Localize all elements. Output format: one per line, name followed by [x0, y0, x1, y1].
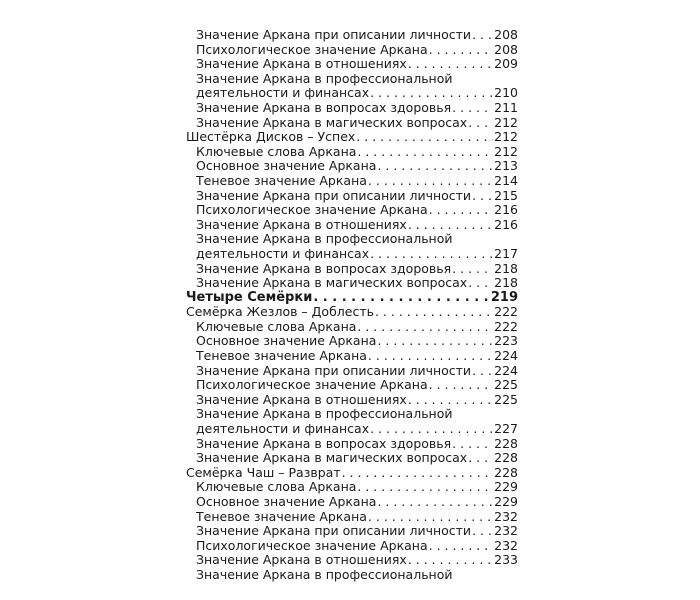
- toc-leader-dots: [370, 86, 493, 101]
- toc-entry[interactable]: [186, 159, 518, 174]
- toc-entry-title: Значение Аркана при описании личности: [196, 523, 472, 539]
- toc-leader-dots: [377, 495, 493, 510]
- toc-section[interactable]: [186, 291, 518, 306]
- toc-entry-title: Значение Аркана в магических вопросах: [196, 275, 468, 291]
- toc-entry[interactable]: [186, 28, 518, 43]
- toc-leader-dots: [357, 480, 493, 495]
- toc-leader-dots: [429, 378, 494, 393]
- toc-leader-dots: [452, 101, 493, 116]
- toc-leader-dots: [408, 57, 493, 72]
- toc-leader-dots: [472, 364, 493, 379]
- toc-page-number: 217: [494, 245, 518, 261]
- toc-leader-dots: [452, 437, 493, 452]
- toc-leader-dots: [429, 203, 494, 218]
- toc-entry-title: Значение Аркана в отношениях: [196, 216, 407, 232]
- toc-entry-title: Значение Аркана в вопросах здоровья: [196, 260, 452, 276]
- toc-entry[interactable]: [186, 364, 518, 379]
- toc-page-number: 212: [494, 129, 518, 145]
- toc-leader-dots: [368, 510, 493, 525]
- toc-entry[interactable]: [186, 451, 518, 466]
- toc-leader-dots: [313, 291, 490, 306]
- toc-entry-title: Значение Аркана в магических вопросах: [196, 450, 468, 466]
- toc-page-number: 212: [494, 143, 518, 159]
- toc-entry[interactable]: [186, 72, 518, 87]
- toc-entry[interactable]: [186, 495, 518, 510]
- toc-leader-dots: [472, 189, 493, 204]
- toc-entry-title: Психологическое значение Аркана: [196, 41, 428, 57]
- toc-entry-title: Значение Аркана в вопросах здоровья: [196, 99, 452, 115]
- toc-entry[interactable]: [186, 247, 518, 262]
- toc-entry[interactable]: [186, 349, 518, 364]
- toc-page-number: 212: [494, 114, 518, 130]
- toc-entry[interactable]: [186, 524, 518, 539]
- toc-page-number: 229: [494, 479, 518, 495]
- toc-page-number: 219: [490, 289, 518, 305]
- toc-entry-title: Ключевые слова Аркана: [196, 318, 357, 334]
- toc-entry[interactable]: [186, 262, 518, 277]
- toc-page-number: 222: [494, 304, 518, 320]
- toc-page-number: 218: [494, 275, 518, 291]
- toc-entry-title: Значение Аркана в профессиональной: [196, 70, 453, 86]
- toc-page-number: 227: [494, 421, 518, 437]
- toc-entry[interactable]: [186, 422, 518, 437]
- toc-leader-dots: [370, 247, 493, 262]
- toc-entry[interactable]: [186, 480, 518, 495]
- toc-entry-title: деятельности и финансах: [196, 85, 370, 101]
- toc-entry[interactable]: [186, 101, 518, 116]
- toc-entry-title: Теневое значение Аркана: [196, 508, 367, 524]
- toc-entry-title: Шестёрка Дисков – Успех: [186, 129, 356, 145]
- toc-leader-dots: [368, 174, 493, 189]
- toc-entry-title: деятельности и финансах: [196, 245, 370, 261]
- toc-entry[interactable]: [186, 553, 518, 568]
- toc-page-number: 209: [494, 56, 518, 72]
- toc-entry-title: Значение Аркана в отношениях: [196, 391, 407, 407]
- toc-entry-title: Теневое значение Аркана: [196, 348, 367, 364]
- toc-page-number: 218: [494, 260, 518, 276]
- toc-leader-dots: [342, 466, 494, 481]
- toc-page-number: 211: [494, 99, 518, 115]
- toc-leader-dots: [408, 393, 493, 408]
- toc-entry[interactable]: [186, 203, 518, 218]
- toc-page-number: 225: [494, 391, 518, 407]
- toc-page-number: 223: [494, 333, 518, 349]
- toc-entry-title: Семёрка Чаш – Разврат: [186, 464, 341, 480]
- toc-entry-title: Значение Аркана при описании личности: [196, 362, 472, 378]
- toc-entry-title: Ключевые слова Аркана: [196, 479, 357, 495]
- toc-entry[interactable]: [186, 43, 518, 58]
- toc-entry-title: Значение Аркана при описании личности: [196, 187, 472, 203]
- toc-entry-title: Теневое значение Аркана: [196, 172, 367, 188]
- toc-entry-title: Психологическое значение Аркана: [196, 537, 428, 553]
- toc-entry[interactable]: [186, 218, 518, 233]
- toc-entry[interactable]: [186, 393, 518, 408]
- toc-leader-dots: [472, 28, 493, 43]
- table-of-contents: [186, 28, 518, 583]
- toc-entry[interactable]: [186, 116, 518, 131]
- toc-entry[interactable]: [186, 57, 518, 72]
- toc-leader-dots: [429, 539, 494, 554]
- toc-entry-title: Значение Аркана в профессиональной: [196, 231, 453, 247]
- toc-page-number: 224: [494, 362, 518, 378]
- toc-leader-dots: [356, 130, 493, 145]
- toc-entry[interactable]: [186, 407, 518, 422]
- toc-leader-dots: [408, 553, 493, 568]
- toc-leader-dots: [377, 334, 493, 349]
- toc-entry[interactable]: [186, 437, 518, 452]
- toc-entry[interactable]: [186, 539, 518, 554]
- toc-entry-title: Значение Аркана в магических вопросах: [196, 114, 468, 130]
- toc-entry-title: Значение Аркана в вопросах здоровья: [196, 435, 452, 451]
- toc-page-number: 224: [494, 348, 518, 364]
- toc-entry-title: Значение Аркана в отношениях: [196, 56, 407, 72]
- toc-entry[interactable]: [186, 174, 518, 189]
- toc-entry[interactable]: [186, 232, 518, 247]
- toc-page-number: 216: [494, 202, 518, 218]
- toc-entry[interactable]: [186, 320, 518, 335]
- toc-leader-dots: [357, 320, 493, 335]
- toc-page-number: 216: [494, 216, 518, 232]
- toc-entry[interactable]: [186, 378, 518, 393]
- toc-chapter[interactable]: [186, 305, 518, 320]
- toc-entry-title: Психологическое значение Аркана: [196, 202, 428, 218]
- toc-page-number: 229: [494, 494, 518, 509]
- toc-entry-title: Семёрка Жезлов – Доблесть: [186, 304, 374, 320]
- toc-entry[interactable]: [186, 334, 518, 349]
- toc-entry-title: Основное значение Аркана: [196, 158, 377, 174]
- toc-entry[interactable]: [186, 86, 518, 101]
- toc-entry-title: Значение Аркана в профессиональной: [196, 566, 453, 582]
- toc-entry-title: Значение Аркана при описании личности: [196, 27, 472, 42]
- toc-leader-dots: [468, 451, 493, 466]
- toc-page-number: 208: [494, 41, 518, 57]
- toc-entry-title: Психологическое значение Аркана: [196, 377, 428, 393]
- toc-page-number: 228: [494, 450, 518, 466]
- toc-leader-dots: [357, 145, 493, 160]
- toc-page-number: 214: [494, 172, 518, 188]
- toc-page-number: 222: [494, 318, 518, 334]
- toc-leader-dots: [370, 422, 493, 437]
- toc-leader-dots: [472, 524, 493, 539]
- toc-entry-title: Значение Аркана в отношениях: [196, 552, 407, 568]
- toc-leader-dots: [429, 43, 494, 58]
- toc-page-number: 233: [494, 552, 518, 568]
- toc-page-number: 232: [494, 508, 518, 524]
- toc-page-number: 225: [494, 377, 518, 393]
- toc-entry[interactable]: [186, 189, 518, 204]
- toc-entry-title: Основное значение Аркана: [196, 333, 377, 349]
- toc-page-number: 232: [494, 523, 518, 539]
- toc-leader-dots: [375, 305, 493, 320]
- toc-leader-dots: [368, 349, 493, 364]
- toc-chapter[interactable]: [186, 466, 518, 481]
- toc-leader-dots: [408, 218, 493, 233]
- toc-leader-dots: [377, 159, 493, 174]
- toc-page-number: 215: [494, 187, 518, 203]
- toc-chapter[interactable]: [186, 130, 518, 145]
- toc-leader-dots: [468, 276, 493, 291]
- toc-entry[interactable]: [186, 276, 518, 291]
- toc-entry-title: Основное значение Аркана: [196, 494, 377, 509]
- toc-leader-dots: [468, 116, 493, 131]
- toc-entry[interactable]: [186, 568, 518, 583]
- toc-entry-title: Четыре Семёрки: [186, 289, 313, 305]
- toc-entry-title: Ключевые слова Аркана: [196, 143, 357, 159]
- toc-page-number: 210: [494, 85, 518, 101]
- toc-leader-dots: [452, 262, 493, 277]
- toc-entry-title: деятельности и финансах: [196, 421, 370, 437]
- toc-entry-title: Значение Аркана в профессиональной: [196, 406, 453, 422]
- toc-page-number: 232: [494, 537, 518, 553]
- toc-entry[interactable]: [186, 145, 518, 160]
- toc-page-number: 228: [494, 435, 518, 451]
- toc-page-number: 228: [494, 464, 518, 480]
- toc-page-number: 213: [494, 158, 518, 174]
- toc-page-number: 208: [494, 27, 518, 42]
- toc-entry[interactable]: [186, 510, 518, 525]
